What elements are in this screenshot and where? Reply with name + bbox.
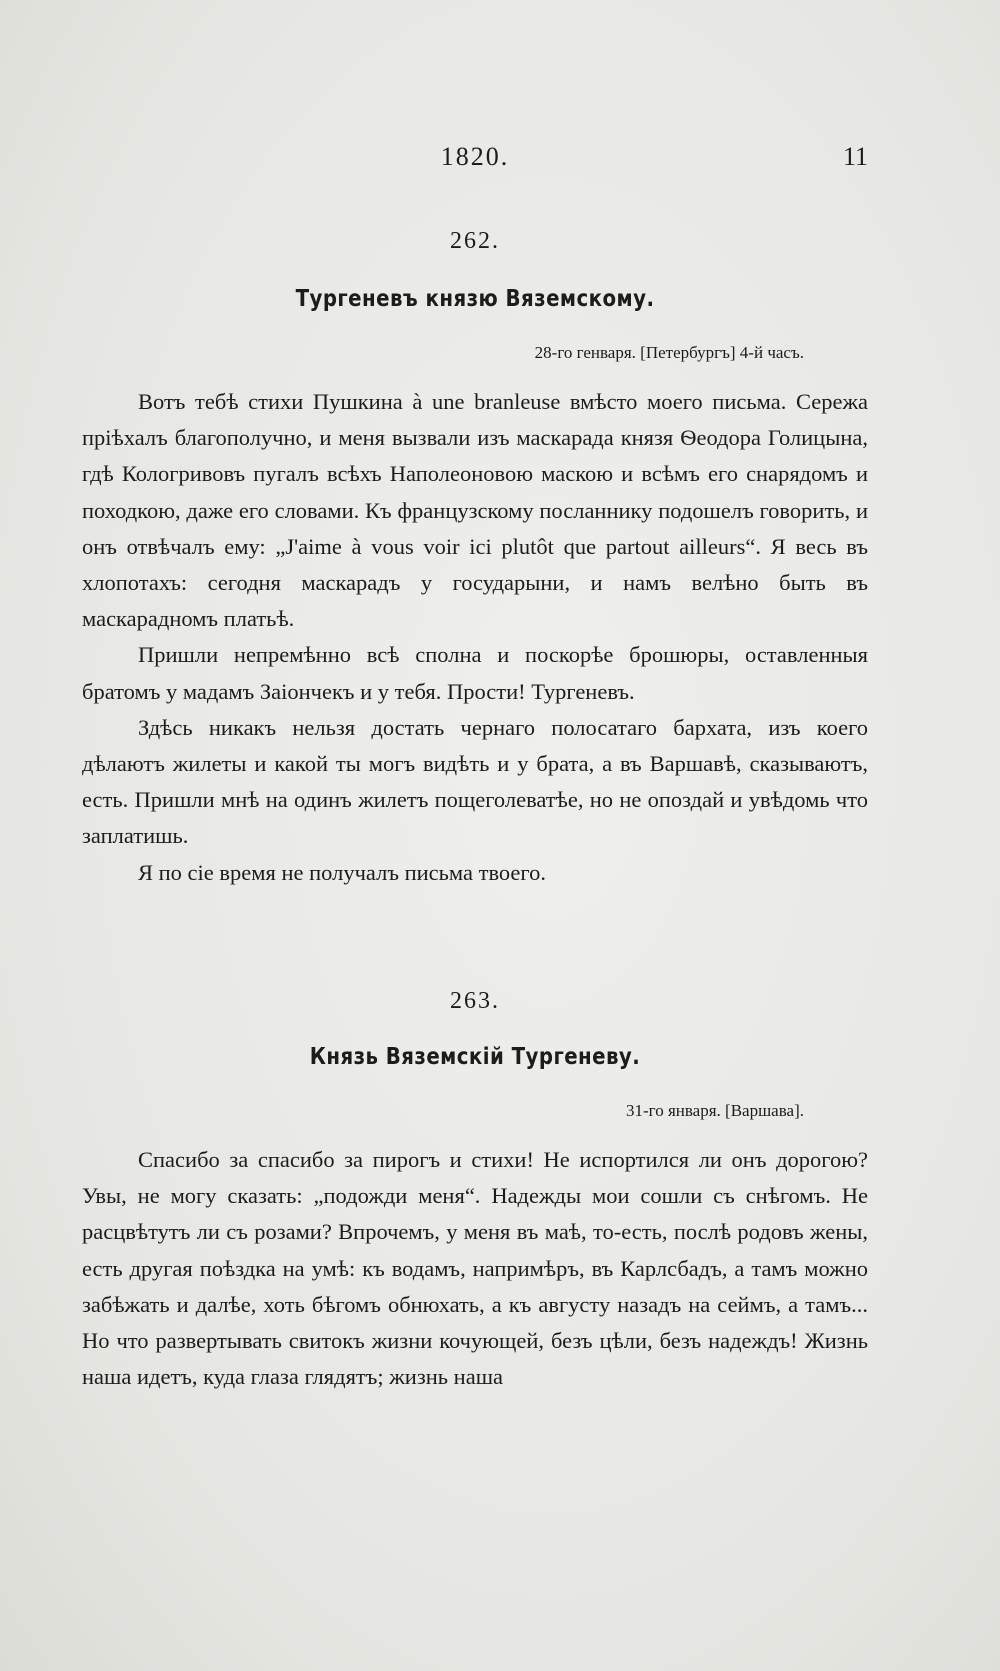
page-number: 11 [842, 142, 868, 171]
letter-number: 262. [450, 228, 500, 254]
letter-number: 263. [450, 988, 500, 1014]
letter-body [82, 384, 868, 891]
letter-date: 28-го генваря. [Петербургъ] 4-й часъ. [534, 343, 804, 362]
paragraph: Пришли непремѣнно всѣ сполна и поскорѣе брошюры, оставленныя братомъ у мадамъ Заiончекъ и у тебя. Прости! Тургеневъ. [82, 642, 868, 704]
letter-title: Князь Вяземскiй Тургеневу. [309, 1044, 641, 1070]
letter-body [82, 1142, 868, 1395]
running-header [82, 142, 868, 182]
paragraph: Спасибо за спасибо за пирогъ и стихи! Не испортился ли онъ дорогою? Увы, не могу сказать: „подожди меня“. Надежды мои сошли съ снѣгомъ. Не расцвѣтутъ ли съ розами? Впрочемъ, у меня въ маѣ, то-есть, послѣ родовъ жены, есть другая поѣздка на умѣ: къ водамъ, напримѣръ, въ Карлсбадъ, а тамъ можно забѣжать и далѣе, хоть бѣгомъ обнюхать, а къ августу назадъ на сеймъ, а тамъ... Но что развертывать свитокъ жизни кочующей, безъ цѣли, безъ надеждъ! Жизнь наша идетъ, куда глаза глядятъ; жизнь наша [82, 1147, 868, 1390]
letter-date: 31-го января. [Варшава]. [626, 1101, 804, 1120]
paragraph: Я по сiе время не получалъ письма твоего. [138, 859, 546, 885]
paragraph: Здѣсь никакъ нельзя достать чернаго полосатаго бархата, изъ коего дѣлаютъ жилеты и какой ты могъ видѣть и у брата, а въ Варшавѣ, сказываютъ, есть. Пришли мнѣ на одинъ жилетъ пощеголеватѣе, но не опоздай и увѣдомь что заплатишь. [82, 714, 868, 849]
letter-title: Тургеневъ князю Вяземскому. [295, 286, 655, 312]
paragraph: Вотъ тебѣ стихи Пушкина à une branleuse вмѣсто моего письма. Сережа прiѣхалъ благополучно, и меня вызвали изъ маскарада князя Ѳеодора Голицына, гдѣ Кологривовъ пугалъ всѣхъ Наполеоновою маскою и всѣмъ его снарядомъ и походкою, даже его словами. Къ французскому посланнику подошелъ говорить, и онъ отвѣчалъ ему: „J'aime à vous voir ici plutôt que partout ailleurs“. Я весь въ хлопотахъ: сегодня маскарадъ у государыни, и намъ велѣно быть въ маскарадномъ платьѣ. [82, 389, 868, 632]
running-header-year: 1820. [440, 142, 510, 171]
